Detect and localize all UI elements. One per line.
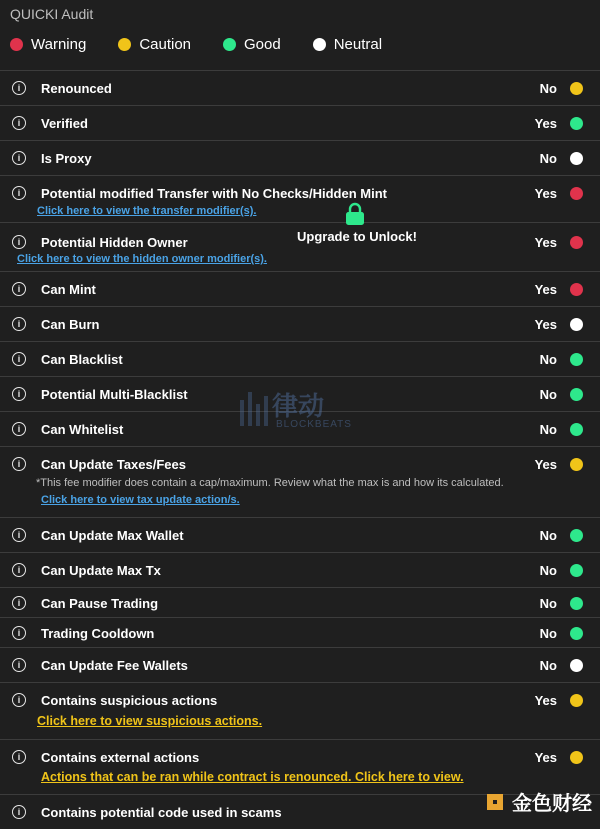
info-icon[interactable]: i (12, 693, 26, 707)
row-value: No (539, 596, 557, 611)
row-value: Yes (534, 116, 557, 131)
info-icon[interactable]: i (12, 805, 26, 819)
row-value: No (539, 81, 557, 96)
jinse-logo (484, 787, 592, 816)
fee-cap-note: *This fee modifier does contain a cap/maximum. Review what the max is and how its calculated. (36, 477, 504, 489)
audit-row-can-burn (0, 307, 600, 342)
info-icon[interactable]: i (12, 528, 26, 542)
watermark-en: BLOCKBEATS (276, 419, 352, 430)
row-value: Yes (534, 235, 557, 250)
caution-dot-icon (118, 38, 131, 51)
legend-caution (118, 36, 191, 53)
row-value: Yes (534, 282, 557, 297)
warning-dot-icon (570, 283, 583, 296)
info-icon[interactable]: i (12, 658, 26, 672)
good-dot-icon (570, 353, 583, 366)
audit-row-verified (0, 106, 600, 141)
good-dot-icon (570, 529, 583, 542)
legend-label: Warning (31, 36, 87, 53)
row-label: Renounced (41, 81, 112, 96)
legend-label: Good (244, 36, 281, 53)
info-icon[interactable]: i (12, 596, 26, 610)
row-value: Yes (534, 317, 557, 332)
caution-dot-icon (570, 82, 583, 95)
tax-update-link[interactable]: Click here to view tax update action/s. (41, 494, 240, 506)
info-icon[interactable]: i (12, 422, 26, 436)
audit-row-can-blacklist (0, 342, 600, 377)
suspicious-actions-link[interactable]: Click here to view suspicious actions. (37, 714, 263, 728)
good-dot-icon (570, 117, 583, 130)
good-dot-icon (570, 423, 583, 436)
good-dot-icon (570, 597, 583, 610)
status-legend (10, 36, 414, 53)
row-value: No (539, 528, 557, 543)
caution-dot-icon (570, 694, 583, 707)
row-label: Can Pause Trading (41, 596, 159, 611)
row-value: Yes (534, 693, 557, 708)
row-label: Contains suspicious actions (41, 693, 218, 708)
legend-good (223, 36, 281, 53)
warning-dot-icon (570, 187, 583, 200)
info-icon[interactable]: i (12, 151, 26, 165)
info-icon[interactable]: i (12, 457, 26, 471)
row-label: Can Mint (41, 282, 96, 297)
audit-row-can-mint (0, 272, 600, 307)
audit-row-max-tx (0, 553, 600, 588)
row-label: Can Whitelist (41, 422, 124, 437)
neutral-dot-icon (570, 152, 583, 165)
row-label: Can Update Taxes/Fees (41, 457, 186, 472)
info-icon[interactable]: i (12, 282, 26, 296)
info-icon[interactable]: i (12, 116, 26, 130)
legend-warning (10, 36, 86, 53)
row-label: Contains potential code used in scams (41, 805, 282, 820)
row-value: Yes (534, 186, 557, 201)
legend-label: Neutral (333, 36, 383, 53)
row-label: Contains external actions (41, 750, 200, 765)
row-label: Potential Hidden Owner (41, 235, 188, 250)
row-value: No (539, 151, 557, 166)
audit-row-suspicious-actions (0, 683, 600, 740)
external-actions-link[interactable]: Actions that can be ran while contract is renounced. Click here to view. (41, 770, 464, 784)
row-label: Verified (41, 116, 88, 131)
row-label: Potential Multi-Blacklist (41, 387, 188, 402)
good-dot-icon (223, 38, 236, 51)
row-label: Can Update Max Wallet (41, 528, 184, 543)
info-icon[interactable]: i (12, 81, 26, 95)
audit-row-fee-wallets (0, 648, 600, 683)
good-dot-icon (570, 627, 583, 640)
row-value: No (539, 387, 557, 402)
page-title: QUICKI Audit (10, 6, 94, 22)
jinse-logo-icon (484, 791, 506, 813)
info-icon[interactable]: i (12, 387, 26, 401)
row-value: No (539, 422, 557, 437)
legend-label: Caution (139, 36, 192, 53)
row-value: Yes (534, 457, 557, 472)
good-dot-icon (570, 564, 583, 577)
warning-dot-icon (10, 38, 23, 51)
row-label: Is Proxy (41, 151, 92, 166)
audit-row-max-wallet (0, 518, 600, 553)
row-label: Trading Cooldown (41, 626, 155, 641)
legend-neutral (313, 36, 382, 53)
info-icon[interactable]: i (12, 352, 26, 366)
row-value: No (539, 658, 557, 673)
caution-dot-icon (570, 751, 583, 764)
info-icon[interactable]: i (12, 186, 26, 200)
transfer-modifier-link[interactable]: Click here to view the transfer modifier(s). (37, 205, 257, 217)
row-label: Potential modified Transfer with No Checks/Hidden Mint (41, 186, 387, 201)
neutral-dot-icon (313, 38, 326, 51)
row-value: No (539, 626, 557, 641)
neutral-dot-icon (570, 318, 583, 331)
row-label: Can Blacklist (41, 352, 123, 367)
audit-row-renounced (0, 70, 600, 106)
lock-icon[interactable] (345, 202, 365, 231)
row-label: Can Update Fee Wallets (41, 658, 188, 673)
corner-logo-text: 金色财经 (512, 793, 592, 815)
audit-row-is-proxy (0, 141, 600, 176)
audit-row-pause-trading (0, 588, 600, 618)
info-icon[interactable]: i (12, 750, 26, 764)
row-value: No (539, 563, 557, 578)
warning-dot-icon (570, 236, 583, 249)
neutral-dot-icon (570, 659, 583, 672)
upgrade-to-unlock[interactable]: Upgrade to Unlock! (297, 229, 417, 244)
info-icon[interactable]: i (12, 626, 26, 640)
row-value: No (539, 352, 557, 367)
hidden-owner-link[interactable]: Click here to view the hidden owner modifier(s). (17, 253, 267, 265)
watermark-cn: 律动 (272, 391, 325, 421)
info-icon[interactable]: i (12, 235, 26, 249)
info-icon[interactable]: i (12, 317, 26, 331)
audit-row-update-taxes (0, 447, 600, 518)
blockbeats-logo-icon (238, 390, 270, 428)
info-icon[interactable]: i (12, 563, 26, 577)
row-label: Can Burn (41, 317, 100, 332)
row-value: Yes (534, 750, 557, 765)
audit-row-trading-cooldown (0, 618, 600, 648)
row-label: Can Update Max Tx (41, 563, 161, 578)
audit-list (0, 70, 600, 829)
audit-row-hidden-mint (0, 176, 600, 223)
good-dot-icon (570, 388, 583, 401)
caution-dot-icon (570, 458, 583, 471)
